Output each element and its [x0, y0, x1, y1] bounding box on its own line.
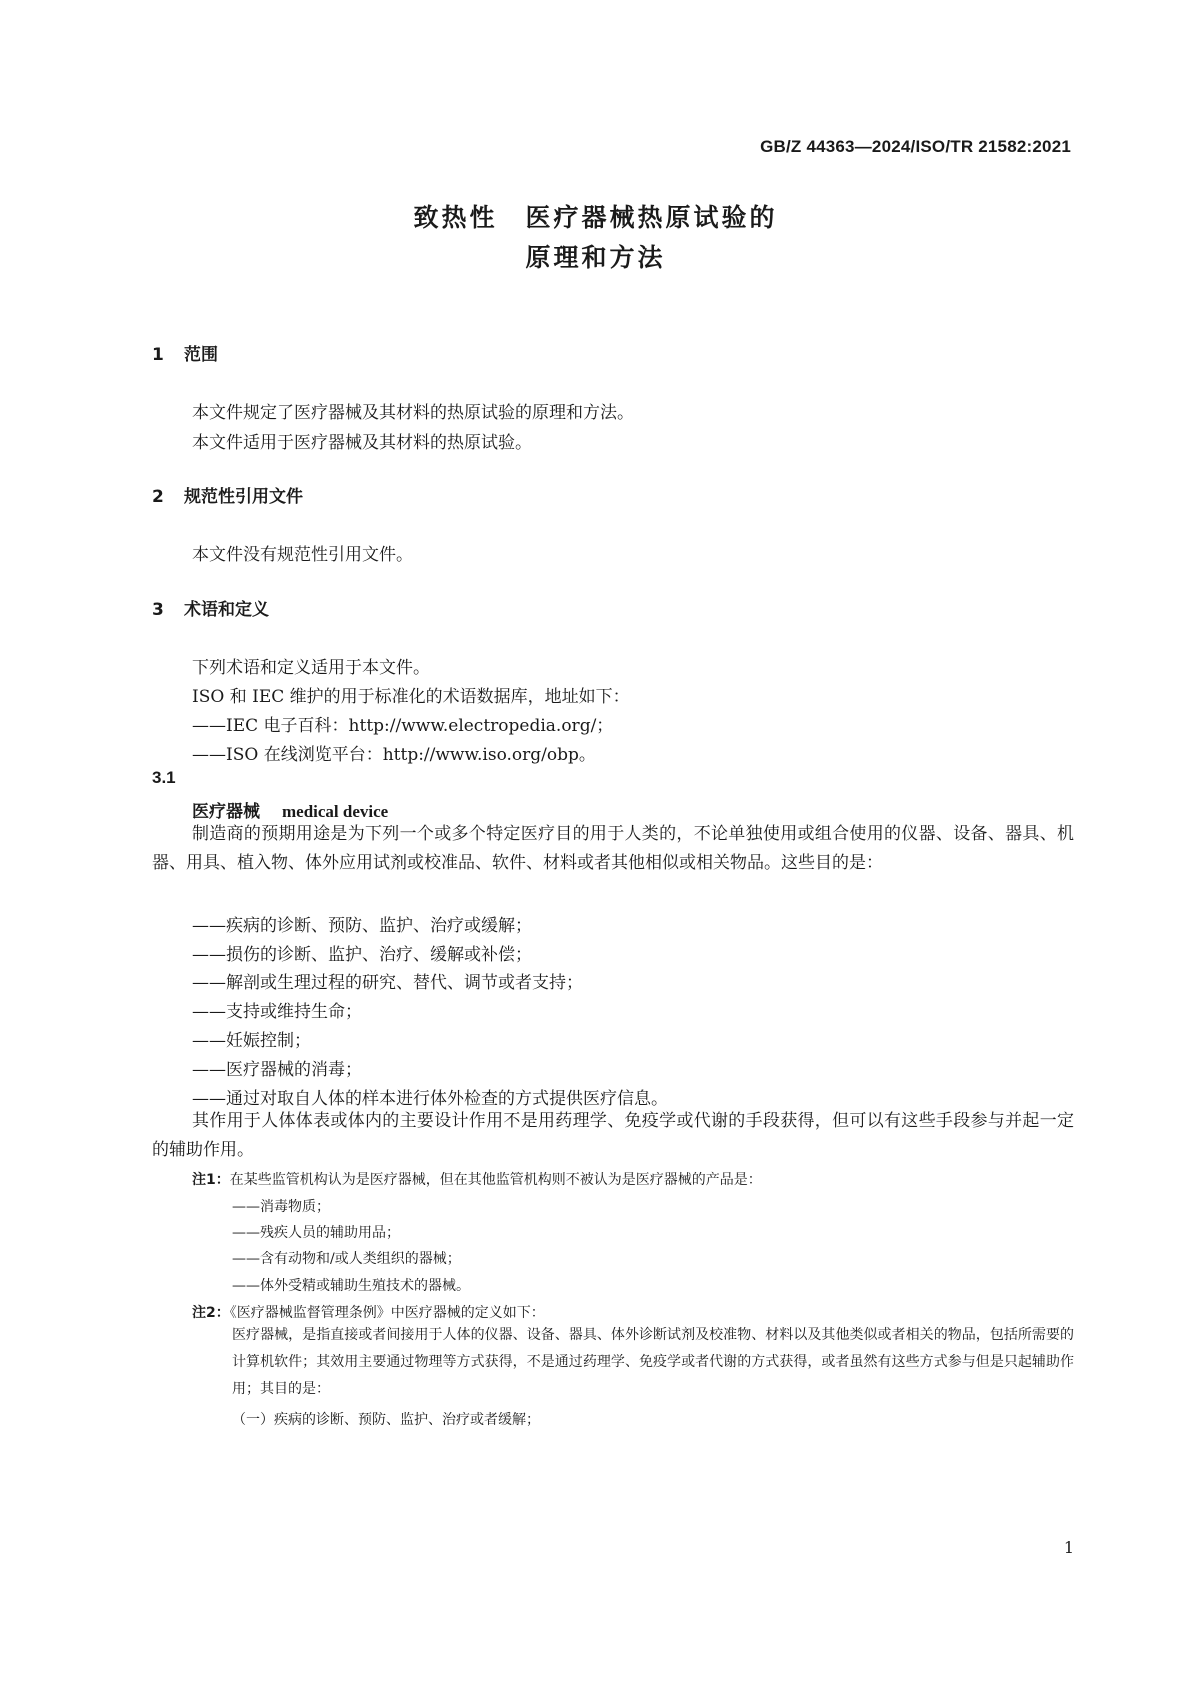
section-2-paragraph-1: 本文件没有规范性引用文件。 [192, 545, 413, 565]
document-title-line-2: 原理和方法 [525, 243, 666, 272]
note-2-text: 《医疗器械监督管理条例》中医疗器械的定义如下： [229, 1305, 545, 1321]
term-3-1-definition: 制造商的预期用途是为下列一个或多个特定医疗目的用于人类的，不论单独使用或组合使用的仪器、设备、器具、机器、用具、植入物、体外应用试剂或校准品、软件、材料或者其他相似或相关物品。这些目的是： [152, 824, 1074, 873]
section-1-heading [152, 340, 218, 365]
standard-number: GB/Z 44363—2024/ISO/TR 21582:2021 [760, 137, 1071, 156]
section-3-heading [152, 595, 269, 620]
term-3-1-purpose-1: ——疾病的诊断、预防、监护、治疗或缓解； [192, 916, 532, 936]
document-title-line-1: 致热性 医疗器械热原试验的 [413, 203, 778, 232]
note-2-definition: 医疗器械，是指直接或者间接用于人体的仪器、设备、器具、体外诊断试剂及校准物、材料以及其他类似或者相关的物品，包括所需要的计算机软件；其效用主要通过物理等方式获得，不是通过药理学、免疫学或者代谢的方式获得，或者虽然有这些方式参与但是只起辅助作用；其目的是： [232, 1327, 1074, 1397]
section-1-paragraph-2: 本文件适用于医疗器械及其材料的热原试验。 [192, 433, 532, 453]
term-3-1-purpose-3: ——解剖或生理过程的研究、替代、调节或者支持； [192, 973, 583, 993]
section-2-title: 规范性引用文件 [184, 487, 303, 507]
section-3-list-item-iec: ——IEC 电子百科：http://www.electropedia.org/； [192, 716, 614, 736]
note-1-item-2: ——残疾人员的辅助用品； [232, 1225, 400, 1241]
term-3-1-purpose-2: ——损伤的诊断、监护、治疗、缓解或补偿； [192, 945, 532, 965]
page-number: 1 [1063, 1538, 1074, 1557]
note-1 [192, 1169, 762, 1189]
note-1-item-3: ——含有动物和/或人类组织的器械； [232, 1251, 461, 1267]
term-3-1-purpose-7: ——通过对取自人体的样本进行体外检查的方式提供医疗信息。 [192, 1089, 668, 1109]
term-3-1-number: 3.1 [152, 768, 176, 787]
section-2-heading [152, 482, 303, 507]
section-3-title: 术语和定义 [184, 600, 269, 620]
term-3-1-header [192, 797, 388, 822]
note-2 [192, 1302, 545, 1322]
note-1-text: 在某些监管机构认为是医疗器械，但在其他监管机构则不被认为是医疗器械的产品是： [229, 1172, 762, 1188]
note-1-label: 注1： [192, 1172, 230, 1188]
section-1-title: 范围 [184, 345, 218, 365]
term-3-1-purpose-6: ——医疗器械的消毒； [192, 1060, 362, 1080]
note-1-item-4: ——体外受精或辅助生殖技术的器械。 [232, 1278, 470, 1294]
term-3-1-effect: 其作用于人体体表或体内的主要设计作用不是用药理学、免疫学或代谢的手段获得，但可以有这些手段参与并起一定的辅助作用。 [152, 1111, 1074, 1160]
section-1-number: 1 [152, 345, 164, 365]
section-3-number: 3 [152, 600, 164, 620]
section-3-paragraph-2: ISO 和 IEC 维护的用于标准化的术语数据库，地址如下： [192, 687, 630, 707]
section-3-list-item-iso: ——ISO 在线浏览平台：http://www.iso.org/obp。 [192, 745, 596, 765]
term-3-1-purpose-5: ——妊娠控制； [192, 1031, 311, 1051]
note-2-label: 注2： [192, 1305, 230, 1321]
section-3-paragraph-1: 下列术语和定义适用于本文件。 [192, 658, 430, 678]
note-1-item-1: ——消毒物质； [232, 1199, 330, 1215]
section-1-paragraph-1: 本文件规定了医疗器械及其材料的热原试验的原理和方法。 [192, 403, 634, 423]
section-2-number: 2 [152, 487, 164, 507]
term-3-1-purpose-4: ——支持或维持生命； [192, 1002, 362, 1022]
term-3-1-chinese: 医疗器械 [192, 802, 260, 822]
note-2-item-1: （一）疾病的诊断、预防、监护、治疗或者缓解； [232, 1412, 540, 1428]
term-3-1-english: medical device [282, 802, 389, 821]
